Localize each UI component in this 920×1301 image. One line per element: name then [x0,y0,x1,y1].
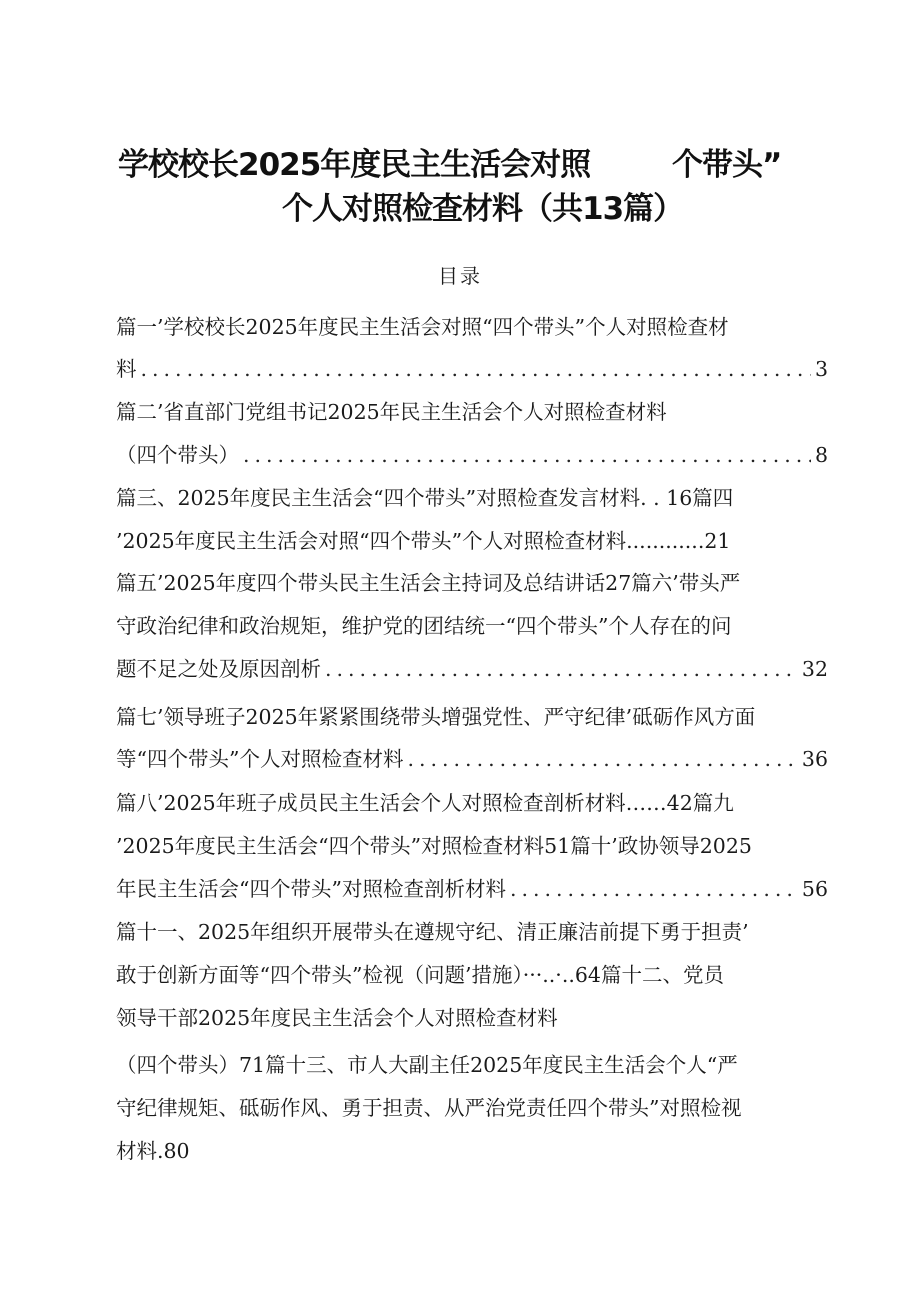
toc-line: 守政治纪律和政治规矩，维护党的团结统一“四个带头”个人存在的问 [116,614,732,638]
toc-line: 篇五’2025年度四个带头民主生活会主持词及总结讲话27篇六’带头严 [116,571,741,595]
toc-entry-title: 题不足之处及原因剖析 [116,657,321,681]
toc-line: （四个带头）71篇十三、市人大副主任2025年度民主生活会个人“严 [116,1053,738,1077]
toc-line: 守纪律规矩、砥砺作风、勇于担责、从严治党责任四个带头”对照检视 [116,1096,742,1120]
toc-line: 篇八’2025年班子成员民主生活会个人对照检查剖析材料……42篇九 [116,791,734,815]
document-title-line1-left: 学校校长2025年度民主生活会对照 [118,147,591,183]
toc-line: ’2025年度民主生活会对照“四个带头”个人对照检查材料............21 [116,529,731,553]
toc-entry [116,655,828,683]
toc-entry-title: 等“四个带头”个人对照检查材料 [116,747,404,771]
dot-leader [141,355,811,383]
toc-line: 篇三、2025年度民主生活会“四个带头”对照检查发言材料. . 16篇四 [116,486,734,510]
toc-entry-title: 料 [116,357,137,381]
toc-line: ’2025年度民主生活会“四个带头”对照检查材料51篇十’政协领导2025 [116,834,752,858]
toc-line: 领导干部2025年度民主生活会个人对照检查材料 [116,1006,558,1030]
toc-line: 篇一’学校校长2025年度民主生活会对照“四个带头”个人对照检查材 [116,315,729,339]
toc-page-number: 3 [814,357,828,381]
toc-line: 篇二’省直部门党组书记2025年民主生活会个人对照检查材料 [116,400,667,424]
dot-leader [243,441,811,469]
dot-leader [510,875,798,903]
dot-leader [325,655,798,683]
toc-line: 篇七’领导班子2025年紧紧围绕带头增强党性、严守纪律’砥砺作风方面 [116,705,756,729]
toc-page-number: 8 [814,443,828,467]
toc-entry [116,355,828,383]
toc-entry [116,745,828,773]
toc-entry [116,875,828,903]
toc-entry-title: 年民主生活会“四个带头”对照检查剖析材料 [116,877,506,901]
toc-line: 材料.80 [116,1139,190,1163]
toc-line: 篇十一、2025年组织开展带头在遵规守纪、清正廉洁前提下勇于担责’ [116,920,749,944]
dot-leader [407,745,797,773]
toc-heading: 目录 [438,264,482,288]
toc-page-number: 56 [801,877,828,901]
toc-entry [116,441,828,469]
toc-entry-title: （四个带头） [116,443,239,467]
toc-line: 敢于创新方面等“四个带头”检视（问题’措施）···..·..64篇十二、党员 [116,963,724,987]
document-title-line1-right: 个带头” [672,147,782,183]
toc-page-number: 36 [801,747,828,771]
document-title-line2: 个人对照检查材料（共13篇） [282,191,684,227]
toc-page-number: 32 [801,657,828,681]
